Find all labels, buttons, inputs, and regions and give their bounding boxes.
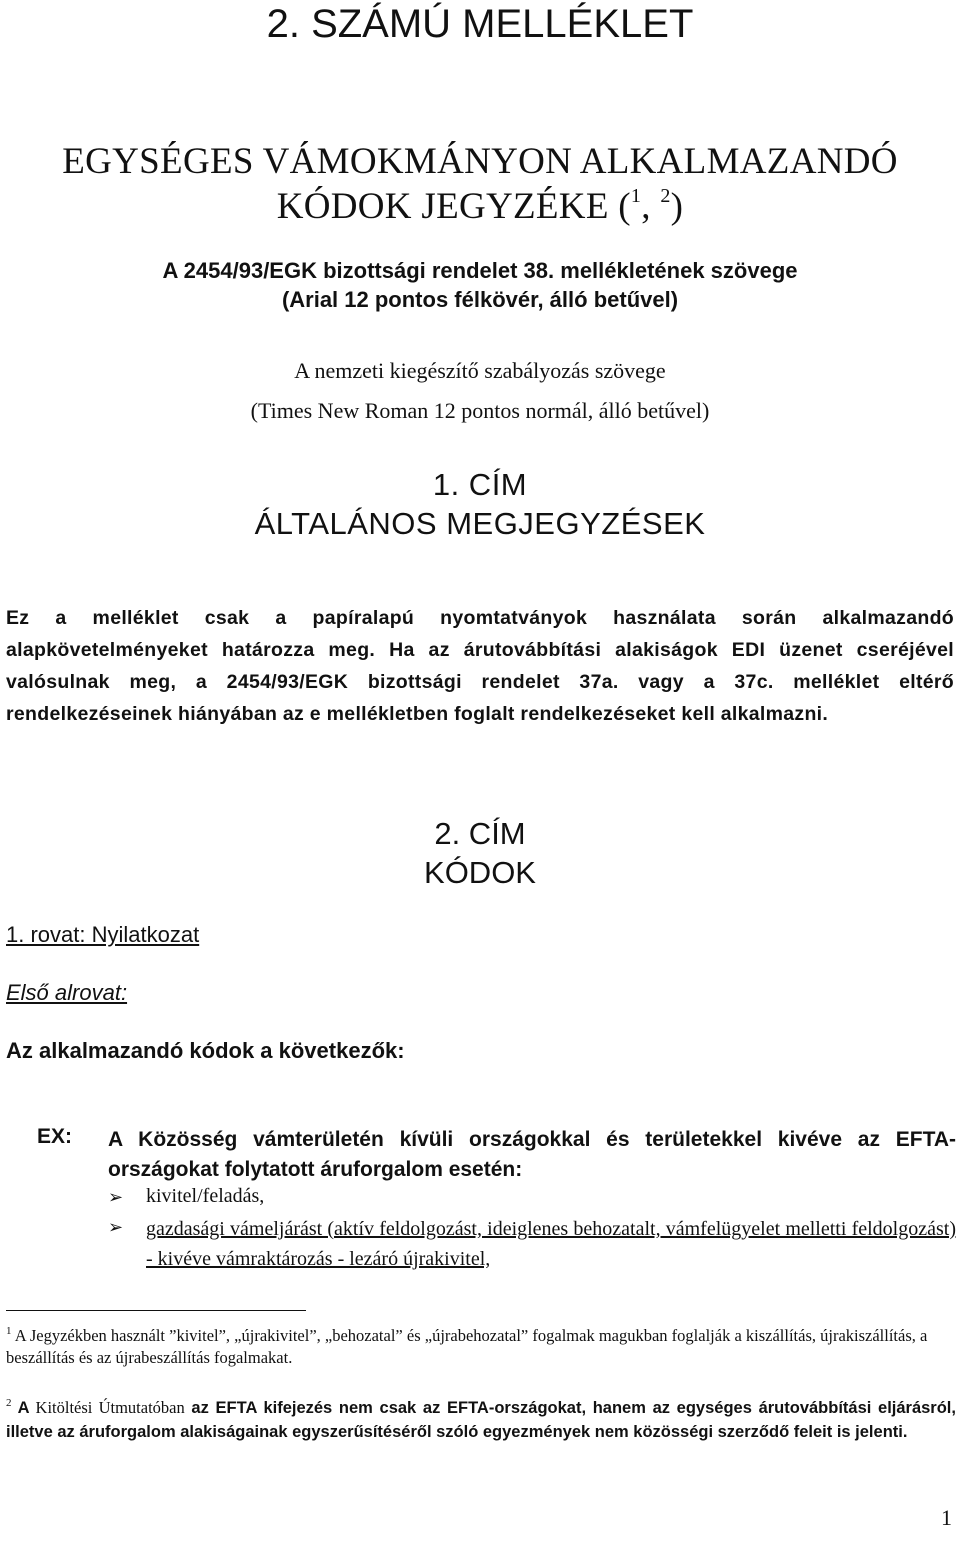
footnote-2-text-a: A [11,1399,36,1417]
code-list-title-line-2 [0,185,960,228]
legend-tnr-line-2: (Times New Roman 12 pontos normál, álló betűvel) [250,398,710,423]
arrow-bullet-icon: ➢ [108,1187,124,1207]
box-1-heading: 1. rovat: Nyilatkozat [6,922,200,947]
code-ex: EX: [37,1125,73,1148]
section-2-subheading: KÓDOK [424,855,536,890]
codes-intro: Az alkalmazandó kódok a következők: [6,1038,405,1063]
footnote-1 [6,1325,956,1369]
page-number: 1 [941,1505,952,1530]
section-1-heading: 1. CÍM [432,467,528,502]
code-ex-description: A Közösség vámterületén kívüli országokkal és területekkel kivéve az EFTA-országokat folytatott áruforgalom esetén: [108,1128,956,1181]
general-notes-paragraph: Ez a melléklet csak a papíralapú nyomtatványok használata során alkalmazandó alapkövetelményeket határozza meg. Ha az árutovábbítási alakiságok EDI üzenet cseréjével valósulnak meg, a 2454/93/EGK bizottsági rendelet 37a. vagy a 37c. melléklet eltérő rendelkezéseinek hiányában az e mellékletben foglalt rendelkezéseket kell alkalmazni. [6,607,954,725]
footnote-2-text-c: az EFTA kifejezés nem csak az EFTA-országokat, hanem az egységes árutovábbítási eljárásról, illetve az áruforgalom alakiságainak egyszerűsítéséről szóló egyezmények nem közösségi szerződő feleit is jelenti. [6,1399,956,1441]
section-2-heading: 2. CÍM [434,816,526,851]
legend-arial-line-1: A 2454/93/EGK bizottsági rendelet 38. mellékletének szövege [162,258,798,283]
annex-title: 2. SZÁMÚ MELLÉKLET [266,2,694,46]
legend-arial-line-2: (Arial 12 pontos félkövér, álló betűvel) [281,287,679,312]
legend-tnr-line-1: A nemzeti kiegészítő szabályozás szövege [294,358,666,383]
footnote-2-mark: 2 [6,1397,12,1409]
first-subdivision-heading: Első alrovat: [6,980,128,1005]
footnote-ref-1[interactable]: 1 [630,185,642,207]
footnote-1-text: A Jegyzékben használt ”kivitel”, „újrakivitel”, „behozatal” és „újrabehozatal” fogalmak magukban foglalják a kiszállítás, újrakiszállítás, a beszállítás és az újrabeszállítás fogalmakat. [6,1326,928,1367]
bullet-item-1: kivitel/feladás, [146,1185,265,1207]
title-close: ) [670,186,684,227]
footnote-2-text-b: Kitöltési Útmutatóban [35,1398,185,1417]
title-text: KÓDOK JEGYZÉKE ( [276,186,631,227]
footnote-ref-2[interactable]: 2 [660,185,671,207]
footnote-2 [6,1396,956,1444]
footnote-1-mark: 1 [6,1325,12,1337]
section-1-subheading: ÁLTALÁNOS MEGJEGYZÉSEK [254,506,706,541]
arrow-bullet-icon: ➢ [108,1217,124,1237]
footnote-separator [6,1310,306,1311]
bullet-item-2: gazdasági vámeljárást (aktív feldolgozást, ideiglenes behozatalt, vámfelügyelet melletti feldolgozást) - kivéve vámraktározás - lezáró újrakivitel, [146,1218,956,1270]
title-separator: , [641,186,661,227]
code-list-title-line-1: EGYSÉGES VÁMOKMÁNYON ALKALMAZANDÓ [62,141,898,182]
